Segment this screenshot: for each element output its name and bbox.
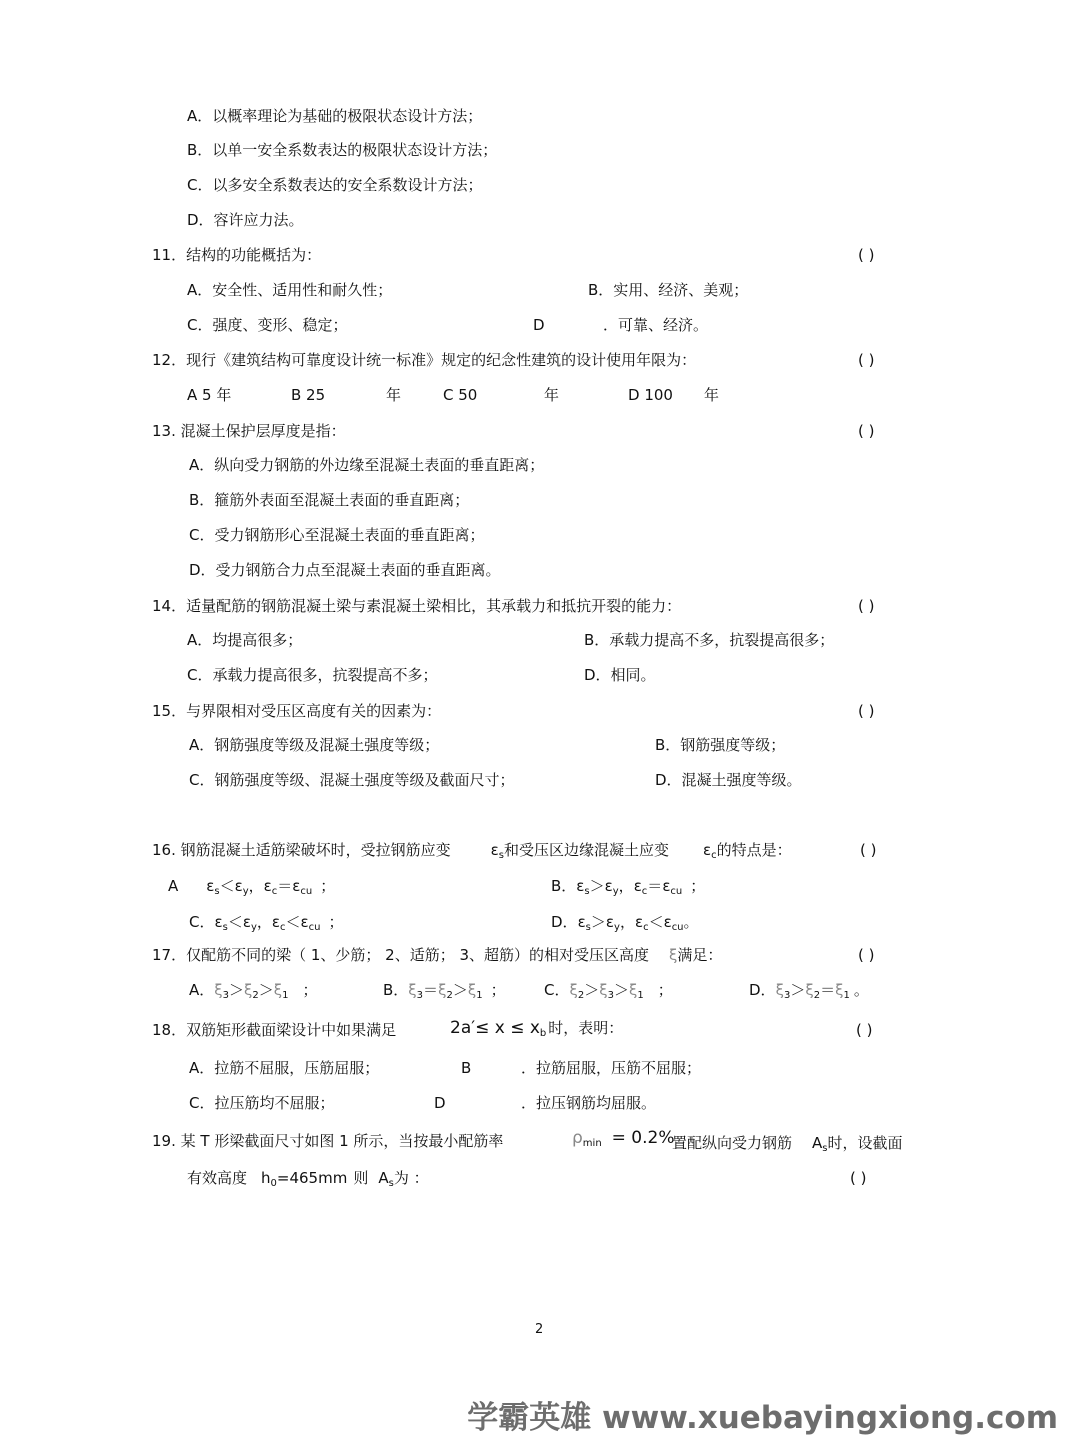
q18-option-a: A．拉筋不屈服，压筋屈服； bbox=[189, 1059, 380, 1077]
q12-option-a: A 5 年 bbox=[187, 386, 232, 404]
q12-option-d: D 100 bbox=[628, 386, 673, 404]
q14-option-b: B．承载力提高不多，抗裂提高很多； bbox=[584, 631, 835, 649]
page-number: 2 bbox=[535, 1322, 544, 1337]
q18-option-c: C．拉压筋均不屈服； bbox=[189, 1094, 335, 1112]
q13-answer-paren: ( ) bbox=[858, 422, 875, 440]
q14-option-c: C．承载力提高很多，抗裂提高不多； bbox=[187, 666, 438, 684]
q13-option-d: D．受力钢筋合力点至混凝土表面的垂直距离。 bbox=[189, 561, 501, 579]
q12-option-b: B 25 bbox=[291, 386, 326, 404]
q14-answer-paren: ( ) bbox=[858, 597, 875, 615]
q19-answer-paren: ( ) bbox=[850, 1169, 867, 1187]
q19-stem-line2: 有效高度 $h_0=465mm$ 则 $A_s$为 ： bbox=[187, 1169, 429, 1189]
q18-option-b-text: ．拉筋屈服，压筋不屈服； bbox=[521, 1059, 702, 1077]
q19-stem-line1: 19. 某 T 形梁截面尺寸如图 1 所示，当按最小配筋率 bbox=[152, 1132, 504, 1150]
q15-option-b: B．钢筋强度等级； bbox=[655, 736, 786, 754]
q12-option-c-unit: 年 bbox=[544, 386, 560, 404]
q13-stem: 13. 混凝土保护层厚度是指： bbox=[152, 422, 346, 440]
q16-option-c: C．$\varepsilon_s<\varepsilon_y$，$\varepsilon_c<\varepsilon_{cu}$ ； bbox=[189, 913, 344, 933]
q18-condition: $2a'\le x \le x_b$ 时，表明： bbox=[450, 1018, 624, 1039]
q18-option-b-letter: B bbox=[461, 1059, 472, 1077]
q14-option-d: D．相同。 bbox=[584, 666, 656, 684]
q12-option-b-unit: 年 bbox=[386, 386, 402, 404]
q12-answer-paren: ( ) bbox=[858, 351, 875, 369]
q11-stem: 11．结构的功能概括为： bbox=[152, 246, 322, 264]
q11-option-c: C．强度、变形、稳定； bbox=[187, 316, 348, 334]
q16-stem: 16. 钢筋混凝土适筋梁破坏时，受拉钢筋应变 $\varepsilon_s$和受压区边缘混凝土应变 $\varepsilon_c$的特点是： bbox=[152, 841, 792, 861]
q17-option-c: C．$\xi_2>\xi_3>\xi_1$ ； bbox=[544, 981, 673, 1001]
q15-option-a: A．钢筋强度等级及混凝土强度等级； bbox=[189, 736, 440, 754]
q11-answer-paren: ( ) bbox=[858, 246, 875, 264]
q15-option-c: C．钢筋强度等级、混凝土强度等级及截面尺寸； bbox=[189, 771, 515, 789]
q12-option-c: C 50 bbox=[443, 386, 478, 404]
q11-option-b: B．实用、经济、美观； bbox=[588, 281, 749, 299]
q18-stem: 18．双筋矩形截面梁设计中如果满足 bbox=[152, 1021, 397, 1039]
q18-answer-paren: ( ) bbox=[856, 1021, 873, 1039]
q15-stem: 15．与界限相对受压区高度有关的因素为： bbox=[152, 702, 442, 720]
q16-option-d: D．$\varepsilon_s>\varepsilon_y$，$\varepsilon_c<\varepsilon_{cu}$。 bbox=[551, 913, 699, 933]
q15-answer-paren: ( ) bbox=[858, 702, 875, 720]
q19-stem-line1-cont: 置配纵向受力钢筋 $A_s$时，设截面 bbox=[672, 1134, 903, 1154]
q15-option-d: D．混凝土强度等级。 bbox=[655, 771, 802, 789]
q13-option-b: B．箍筋外表面至混凝土表面的垂直距离； bbox=[189, 491, 470, 509]
q17-option-b: B．$\xi_3=\xi_2>\xi_1$ ； bbox=[383, 981, 506, 1001]
q17-answer-paren: ( ) bbox=[858, 946, 875, 964]
q11-option-a: A．安全性、适用性和耐久性； bbox=[187, 281, 393, 299]
q14-stem: 14．适量配筋的钢筋混凝土梁与素混凝土梁相比，其承载力和抵抗开裂的能力： bbox=[152, 597, 682, 615]
q12-stem: 12．现行《建筑结构可靠度设计统一标准》规定的纪念性建筑的设计使用年限为： bbox=[152, 351, 697, 369]
q17-stem: 17．仅配筋不同的梁（ 1、少筋； 2、适筋； 3、超筋）的相对受压区高度 ξ满足： bbox=[152, 946, 723, 964]
q19-rho-min: $\rho_{min} = 0.2\%$ bbox=[572, 1128, 675, 1149]
q16-option-b: B．$\varepsilon_s>\varepsilon_y$，$\varepsilon_c=\varepsilon_{cu}$ ； bbox=[551, 877, 706, 897]
watermark-text: 学霸英雄 www.xuebayingxiong.com bbox=[467, 1400, 1058, 1436]
q16-answer-paren: ( ) bbox=[860, 841, 877, 859]
q13-option-c: C．受力钢筋形心至混凝土表面的垂直距离； bbox=[189, 526, 485, 544]
q11-option-d-letter: D bbox=[533, 316, 545, 334]
q10-option-c: C．以多安全系数表达的安全系数设计方法； bbox=[187, 176, 483, 194]
q17-option-d: D．$\xi_3>\xi_2=\xi_1$ 。 bbox=[749, 981, 869, 1001]
q12-option-d-unit: 年 bbox=[704, 386, 720, 404]
q18-option-d-letter: D bbox=[434, 1094, 446, 1112]
q14-option-a: A．均提高很多； bbox=[187, 631, 303, 649]
q10-option-a: A．以概率理论为基础的极限状态设计方法； bbox=[187, 107, 483, 125]
q18-option-d-text: ．拉压钢筋均屈服。 bbox=[521, 1094, 657, 1112]
q10-option-b: B．以单一安全系数表达的极限状态设计方法； bbox=[187, 141, 498, 159]
q16-option-a: A $\varepsilon_s<\varepsilon_y$，$\varepsilon_c=\varepsilon_{cu}$ ； bbox=[168, 877, 336, 897]
q13-option-a: A．纵向受力钢筋的外边缘至混凝土表面的垂直距离； bbox=[189, 456, 545, 474]
q11-option-d-text: ．可靠、经济。 bbox=[603, 316, 709, 334]
q10-option-d: D．容许应力法。 bbox=[187, 211, 304, 229]
q17-option-a: A．$\xi_3>\xi_2>\xi_1$ ； bbox=[189, 981, 318, 1001]
